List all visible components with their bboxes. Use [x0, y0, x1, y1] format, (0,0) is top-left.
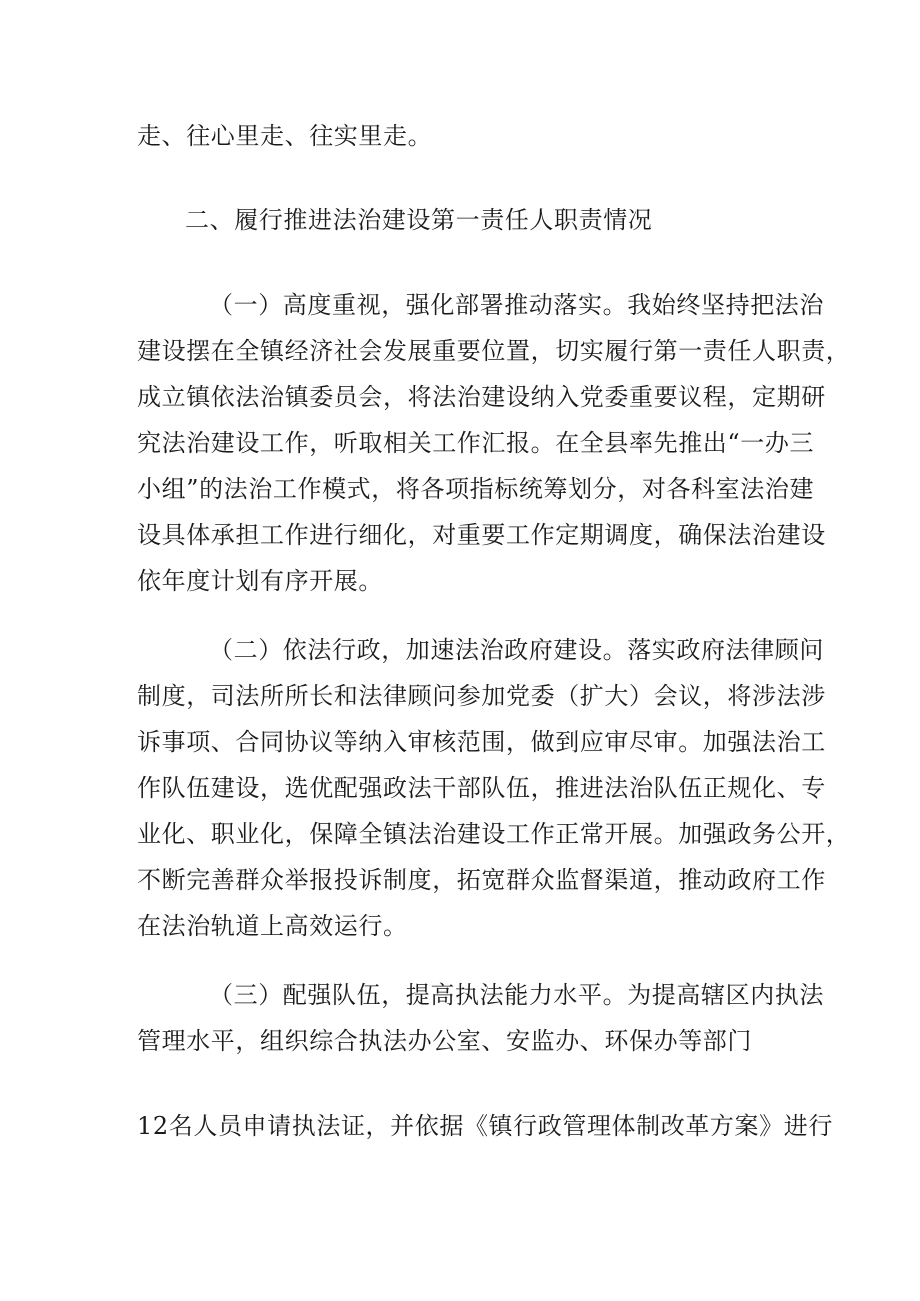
paragraph-2-line-1: （二）依法行政，加速法治政府建设。落实政府法律顾问 [209, 636, 824, 664]
paragraph-3-line-2: 管理水平，组织综合执法办公室、安监办、环保办等部门 [137, 1027, 752, 1055]
paragraph-1-line-6: 设具体承担工作进行细化，对重要工作定期调度，确保法治建设 [137, 521, 826, 549]
paragraph-2-line-3: 诉事项、合同协议等纳入审核范围，做到应审尽审。加强法治工 [137, 728, 826, 756]
paragraph-2-line-2: 制度，司法所所长和法律顾问参加党委（扩大）会议，将涉法涉 [137, 682, 826, 710]
paragraph-1-line-2: 建设摆在全镇经济社会发展重要位置，切实履行第一责任人职责， [137, 337, 851, 365]
paragraph-2-line-6: 不断完善群众举报投诉制度，拓宽群众监督渠道，推动政府工作 [137, 866, 826, 894]
paragraph-1-line-4: 究法治建设工作，听取相关工作汇报。在全县率先推出“一办三 [137, 429, 815, 457]
paragraph-2-line-5: 业化、职业化，保障全镇法治建设工作正常开展。加强政务公开， [137, 820, 851, 848]
paragraph-2-line-4: 作队伍建设，选优配强政法干部队伍，推进法治队伍正规化、专 [137, 774, 826, 802]
paragraph-1-line-5: 小组”的法治工作模式，将各项指标统筹划分，对各科室法治建 [137, 475, 815, 503]
section-heading: 二、履行推进法治建设第一责任人职责情况 [185, 206, 653, 234]
paragraph-1-line-3: 成立镇依法治镇委员会，将法治建设纳入党委重要议程，定期研 [137, 383, 826, 411]
paragraph-1-line-1: （一）高度重视，强化部署推动落实。我始终坚持把法治 [209, 291, 824, 319]
continuation-line: 走、往心里走、往实里走。 [137, 122, 433, 150]
paragraph-1-line-7: 依年度计划有序开展。 [137, 567, 383, 595]
paragraph-2-line-7: 在法治轨道上高效运行。 [137, 912, 408, 940]
trailing-line: 12名人员申请执法证，并依据《镇行政管理体制改革方案》进行 [137, 1112, 833, 1140]
paragraph-3-line-1: （三）配强队伍，提高执法能力水平。为提高辖区内执法 [209, 981, 824, 1009]
